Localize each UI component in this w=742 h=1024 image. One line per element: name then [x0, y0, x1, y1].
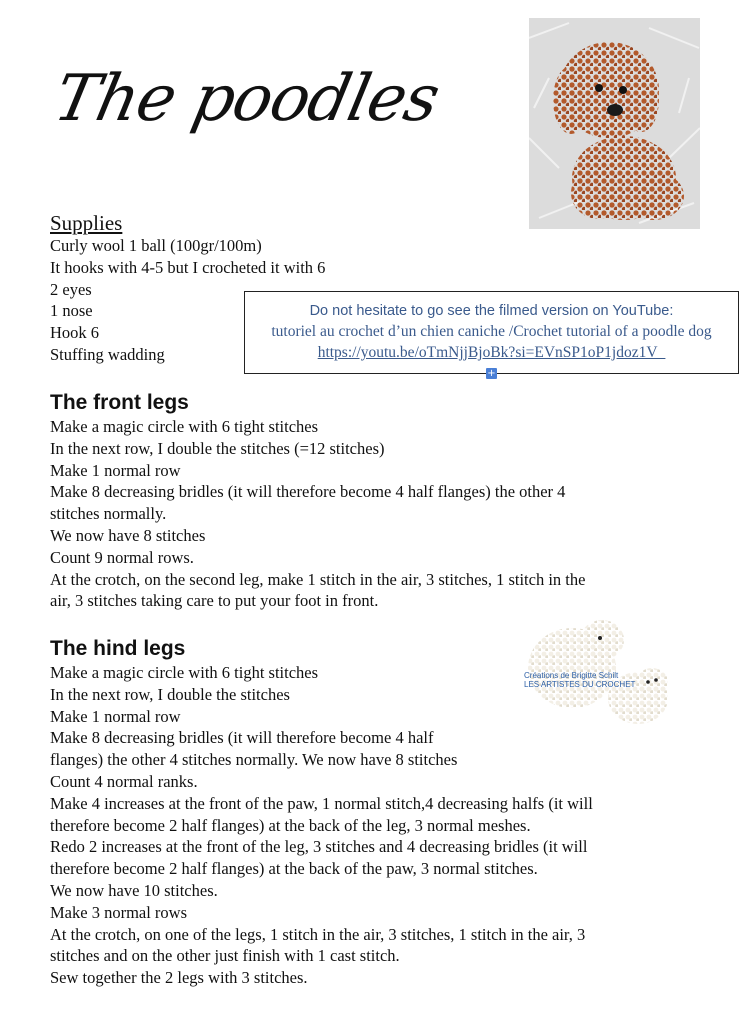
instruction-line: flanges) the other 4 stitches normally. We now have 8 stitches [50, 750, 458, 770]
instruction-line: Make 8 decreasing bridles (it will therefore become 4 half flanges) the other 4 [50, 482, 566, 502]
instruction-line: therefore become 2 half flanges) at the back of the paw, 3 normal stitches. [50, 859, 538, 879]
instruction-line: Make 4 increases at the front of the paw, 1 normal stitch,4 decreasing halfs (it will [50, 793, 593, 813]
creator-logo [520, 616, 676, 728]
youtube-intro: Do not hesitate to go see the filmed version on YouTube: [309, 303, 674, 319]
poodle-photo [529, 18, 700, 229]
youtube-callout [244, 291, 739, 374]
front-legs-heading: The front legs [50, 391, 189, 414]
supply-line: Hook 6 [50, 323, 100, 343]
expand-handle-icon[interactable]: + [487, 368, 496, 379]
hind-legs-section [50, 637, 593, 989]
supply-line: Stuffing wadding [50, 344, 165, 364]
instruction-line: Make 1 normal row [50, 460, 181, 480]
instruction-line: At the crotch, on one of the legs, 1 stitch in the air, 3 stitches, 1 stitch in the air, 3 [50, 924, 586, 944]
supply-line: Curly wool 1 ball (100gr/100m) [50, 236, 262, 255]
instruction-line: stitches normally. [50, 504, 167, 524]
instruction-line: therefore become 2 half flanges) at the back of the leg, 3 normal meshes. [50, 815, 531, 835]
front-legs-section [50, 391, 585, 612]
supply-line: 1 nose [50, 301, 93, 321]
instruction-line: Make 3 normal rows [50, 902, 188, 922]
instruction-line: Make a magic circle with 6 tight stitches [50, 417, 319, 436]
instruction-line: Redo 2 increases at the front of the leg, 3 stitches and 4 decreasing bridles (it will [50, 837, 588, 857]
supply-line: It hooks with 4-5 but I crocheted it with 6 [50, 257, 326, 277]
instruction-line: Count 9 normal rows. [50, 547, 194, 567]
instruction-line: Make 1 normal row [50, 706, 181, 726]
youtube-link[interactable]: https://youtu.be/oTmNjjBjoBk?si=EVnSP1oP1jdoz1V_ [317, 344, 666, 361]
instruction-line: At the crotch, on the second leg, make 1 stitch in the air, 3 stitches, 1 stitch in the [50, 569, 586, 589]
instruction-line: In the next row, I double the stitches (=12 stitches) [50, 438, 385, 458]
page-title: The poodles [48, 62, 446, 136]
supply-line: 2 eyes [50, 279, 92, 299]
logo-line-1: Créations de Brigitte Schilt [524, 671, 619, 680]
instruction-line: We now have 8 stitches [50, 525, 206, 545]
instruction-line: Sew together the 2 legs with 3 stitches. [50, 968, 308, 988]
logo-line-2: LES ARTISTES DU CROCHET [524, 680, 636, 689]
youtube-description: tutoriel au crochet d’un chien caniche /Crochet tutorial of a poodle dog [271, 323, 712, 340]
instruction-line: Make a magic circle with 6 tight stitches [50, 663, 319, 682]
hind-legs-heading: The hind legs [50, 637, 186, 660]
supplies-heading: Supplies [50, 211, 123, 235]
instruction-line: In the next row, I double the stitches [50, 684, 290, 704]
instruction-line: We now have 10 stitches. [50, 880, 218, 900]
instruction-line: stitches and on the other just finish with 1 cast stitch. [50, 946, 400, 966]
instruction-line: Count 4 normal ranks. [50, 771, 198, 791]
instruction-line: Make 8 decreasing bridles (it will therefore become 4 half [50, 728, 434, 748]
instruction-line: air, 3 stitches taking care to put your foot in front. [50, 591, 379, 611]
